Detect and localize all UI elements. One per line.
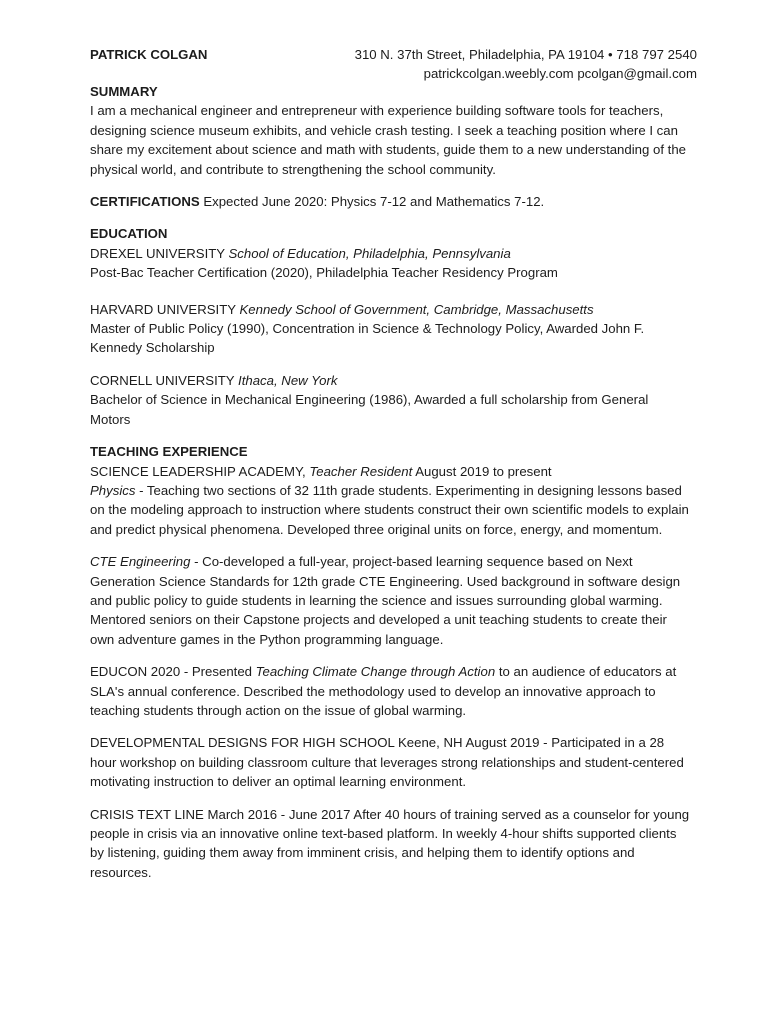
physics-entry — [90, 481, 690, 539]
web-email-line: patrickcolgan.weebly.com pcolgan@gmail.com — [423, 66, 697, 82]
sla-dates: August 2019 to present — [415, 463, 552, 479]
candidate-name: PATRICK COLGAN — [90, 47, 208, 62]
certifications-section — [90, 192, 690, 211]
school-name: DREXEL UNIVERSITY — [90, 245, 225, 261]
certifications-heading: CERTIFICATIONS — [90, 194, 200, 210]
certifications-text: Expected June 2020: Physics 7-12 and Mathematics 7-12. — [203, 194, 545, 210]
education-heading: EDUCATION — [90, 226, 168, 242]
education-entry-harvard — [90, 300, 690, 358]
cte-entry — [90, 552, 690, 649]
sla-entry-header — [90, 462, 690, 481]
summary-text: I am a mechanical engineer and entrepreneur with experience building software tools for teachers, designing science museum exhibits, and vehicle crash testing. I seek a teaching position where I can share my excitement about science and math with students, guide them to a new understanding of the physical world, and contribute to strengthening the school community. — [90, 103, 686, 177]
education-entry-cornell — [90, 371, 690, 429]
physics-text: - Teaching two sections of 32 11th grade students. Experimenting in designing lessons based on the modeling approach to instruction where students construct their own scientific models to explain and predict physical phenomena. Developed three original units on force, energy, and momentum. — [90, 482, 689, 537]
degree-detail: Master of Public Policy (1990), Concentration in Science & Technology Policy, Awarded John F. Kennedy Scholarship — [90, 321, 645, 356]
degree-detail: Bachelor of Science in Mechanical Engineering (1986), Awarded a full scholarship from General Motors — [90, 392, 649, 427]
school-location: Ithaca, New York — [238, 372, 338, 388]
contact-block — [355, 45, 697, 84]
school-name: HARVARD UNIVERSITY — [90, 301, 236, 317]
sla-role: Teacher Resident — [309, 463, 413, 479]
educon-lead: EDUCON 2020 - Presented — [90, 664, 252, 680]
school-location: Kennedy School of Government, Cambridge, Massachusetts — [239, 301, 594, 317]
crisis-text-line-entry: CRISIS TEXT LINE March 2016 - June 2017 After 40 hours of training served as a counselor for young people in crisis via an innovative online text-based platform. In weekly 4-hour shifts supported clients by listening, guiding them away from imminent crisis, and helping them to identify options and resources. — [90, 806, 690, 880]
cte-label: CTE Engineering — [90, 554, 191, 570]
school-name: CORNELL UNIVERSITY — [90, 372, 235, 388]
educon-title: Teaching Climate Change through Action — [255, 664, 496, 680]
resume-body — [90, 82, 690, 882]
sla-org: SCIENCE LEADERSHIP ACADEMY, — [90, 463, 306, 479]
school-location: School of Education, Philadelphia, Pennsylvania — [228, 245, 511, 261]
education-entry-drexel — [90, 244, 690, 283]
cte-text: - Co-developed a full-year, project-based learning sequence based on Next Generation Science Standards for 12th grade CTE Engineering. Used background in software design and public policy to guide students in learning the science and issues surrounding global warming. Mentored seniors on their Capstone projects and developed a unit teaching students to create their own adventure games in the Python programming language. — [90, 554, 681, 647]
educon-entry — [90, 662, 690, 720]
address-phone-line: 310 N. 37th Street, Philadelphia, PA 19104 • 718 797 2540 — [354, 47, 697, 62]
degree-detail: Post-Bac Teacher Certification (2020), Philadelphia Teacher Residency Program — [90, 265, 558, 281]
educon-text: to an audience of educators at SLA's annual conference. Described the methodology used to develop an innovative approach to teaching students through action on the issue of global warming. — [90, 664, 677, 718]
summary-heading: SUMMARY — [90, 84, 158, 99]
teaching-heading: TEACHING EXPERIENCE — [90, 444, 248, 460]
developmental-designs-entry: DEVELOPMENTAL DESIGNS FOR HIGH SCHOOL Keene, NH August 2019 - Participated in a 28 hour workshop on building classroom culture that leverages strong relationships and student-centered motivating instruction to deliver an optimal learning environment. — [90, 735, 684, 790]
physics-label: Physics — [90, 482, 136, 498]
